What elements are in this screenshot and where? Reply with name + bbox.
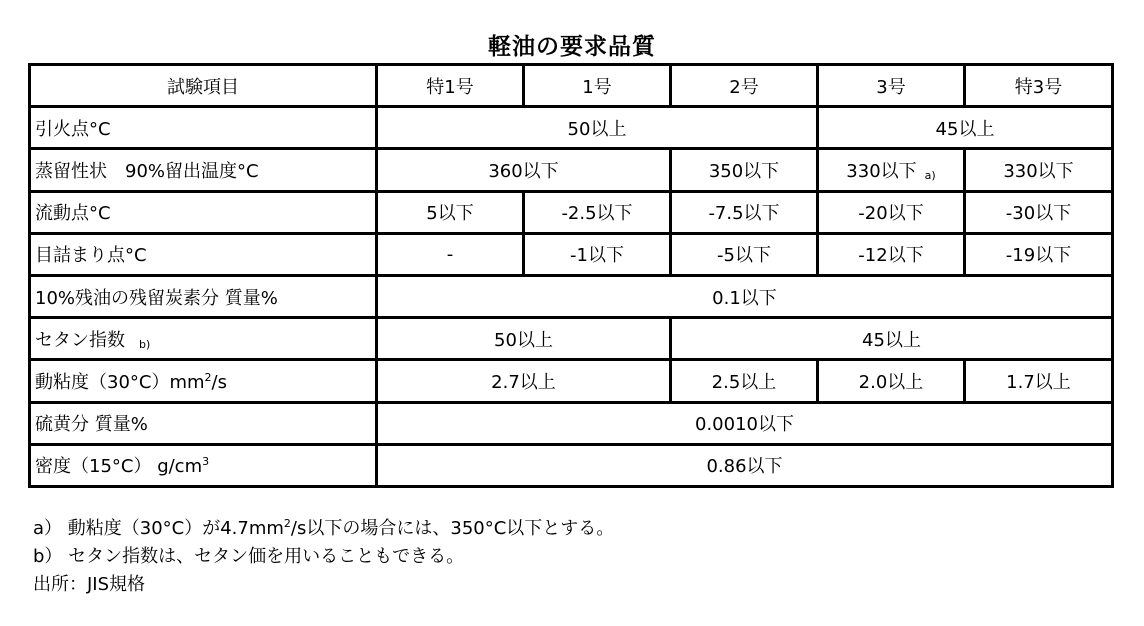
cfpp-value: -1以下 [524, 233, 671, 275]
cetane-value-low: 45以上 [671, 318, 1113, 360]
header-grade-2: 2号 [671, 65, 818, 107]
table-row [30, 318, 1113, 360]
row-label-cfpp: 目詰まり点°C [30, 233, 377, 275]
row-label-distillation: 蒸留性状 90%留出温度°C [30, 149, 377, 191]
requirements-table [28, 63, 1114, 488]
distillation-value-3: 330以下 [846, 160, 917, 182]
density-label-main: 密度（15°C） g/cm [35, 456, 203, 478]
footnote-a-main: a） 動粘度（30°C）が4.7mm [33, 518, 284, 539]
pour-point-value: -20以下 [818, 191, 965, 233]
distillation-value-2: 350以下 [671, 149, 818, 191]
row-label-cetane-index-cell [30, 318, 377, 360]
row-label-pour-point: 流動点°C [30, 191, 377, 233]
viscosity-value-special3: 1.7以上 [965, 360, 1113, 402]
table-row [30, 149, 1113, 191]
footnotes [33, 515, 614, 599]
table-row [30, 402, 1113, 444]
table-row [30, 107, 1113, 149]
footnote-marker-a: a) [924, 168, 936, 182]
sulfur-value: 0.0010以下 [377, 402, 1113, 444]
flash-point-value-low: 45以上 [818, 107, 1113, 149]
carbon-residue-value: 0.1以下 [377, 275, 1113, 317]
cfpp-value: -5以下 [671, 233, 818, 275]
density-value: 0.86以下 [377, 444, 1113, 486]
row-label-flash-point: 引火点°C [30, 107, 377, 149]
footnote-a-tail: /s以下の場合には、350°C以下とする。 [290, 518, 615, 539]
source-note: 出所：JIS規格 [33, 574, 146, 595]
pour-point-value: -7.5以下 [671, 191, 818, 233]
cfpp-value: -19以下 [965, 233, 1113, 275]
footnote-a [33, 515, 614, 543]
row-label-cetane-index: セタン指数 [35, 329, 125, 351]
header-grade-3: 3号 [818, 65, 965, 107]
row-label-carbon-residue: 10%残油の残留炭素分 質量% [30, 275, 377, 317]
pour-point-value: 5以下 [377, 191, 524, 233]
pour-point-value: -2.5以下 [524, 191, 671, 233]
footnote-marker-b: b) [139, 337, 151, 351]
table-row [30, 191, 1113, 233]
row-label-viscosity-cell [30, 360, 377, 402]
page-title: 軽油の要求品質 [488, 34, 656, 60]
table-row [30, 444, 1113, 486]
header-special-1: 特1号 [377, 65, 524, 107]
viscosity-label-tail: /s [211, 371, 227, 393]
table-row [30, 275, 1113, 317]
header-row [30, 65, 1113, 107]
header-test-item: 試験項目 [30, 65, 377, 107]
footnote-a-sup: 2 [283, 517, 291, 530]
header-grade-1: 1号 [524, 65, 671, 107]
pour-point-value: -30以下 [965, 191, 1113, 233]
flash-point-value-high: 50以上 [377, 107, 818, 149]
header-special-3: 特3号 [965, 65, 1113, 107]
row-label-density-cell [30, 444, 377, 486]
viscosity-value-3: 2.0以上 [818, 360, 965, 402]
table-row [30, 233, 1113, 275]
row-label-sulfur: 硫黄分 質量% [30, 402, 377, 444]
density-label-sup: 3 [202, 455, 210, 469]
viscosity-label-main: 動粘度（30°C）mm [35, 371, 205, 393]
cfpp-value: -12以下 [818, 233, 965, 275]
table-row [30, 360, 1113, 402]
distillation-value-special1-1: 360以下 [377, 149, 671, 191]
viscosity-label-sup: 2 [204, 370, 212, 384]
viscosity-value-2: 2.5以上 [671, 360, 818, 402]
distillation-cell-3 [818, 149, 965, 191]
footnote-b: b） セタン指数は、セタン価を用いることもできる。 [33, 546, 465, 567]
cfpp-value: - [377, 233, 524, 275]
cetane-value-high: 50以上 [377, 318, 671, 360]
viscosity-value-special1-1: 2.7以上 [377, 360, 671, 402]
distillation-value-special3: 330以下 [965, 149, 1113, 191]
